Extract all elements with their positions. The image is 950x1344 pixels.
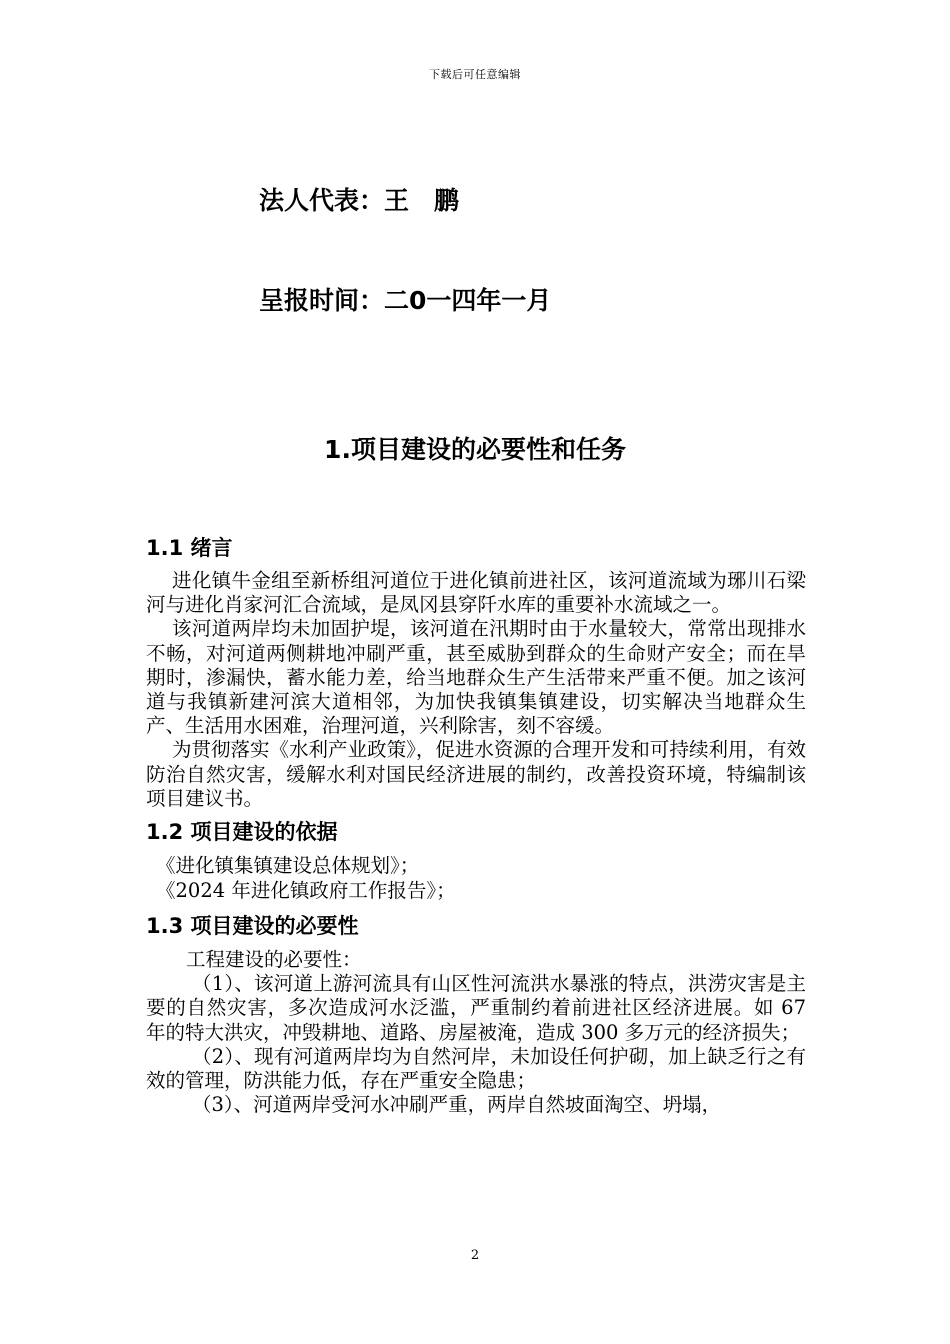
section-heading-1-1: 1.1 绪言 [146,536,233,560]
chapter-title: 1.项目建设的必要性和任务 [324,435,626,464]
report-date: 呈报时间：二0一四年一月 [259,286,552,315]
page-number: 2 [470,1248,480,1263]
paragraph-intro: 工程建设的必要性： [186,948,362,972]
paragraph: 进化镇牛金组至新桥组河道位于进化镇前进社区，该河道流域为琊川石梁河与进化肖家河汇合流域，是凤冈县穿阡水库的重要补水流域之一。 [146,569,806,617]
paragraph: 为贯彻落实《水利产业政策》，促进水资源的合理开发和可持续利用，有效防治自然灾害，缓解水利对国民经济进展的制约，改善投资环境，特编制该项目建议书。 [146,738,806,810]
legal-representative: 法人代表：王 鹏 [259,186,460,215]
section-heading-1-2: 1.2 项目建设的依据 [146,820,338,845]
document-body [146,533,806,1117]
header-note: 下载后可任意编辑 [429,68,521,81]
reference-item: 《2024 年进化镇政府工作报告》； [156,879,456,903]
paragraph: 该河道两岸均未加固护堤，该河道在汛期时由于水量较大，常常出现排水不畅，对河道两侧耕地冲刷严重，甚至威胁到群众的生命财产安全；而在旱期时，渗漏快，蓄水能力差，给当地群众生产生活带来严重不便。加之该河道与我镇新建河滨大道相邻，为加快我镇集镇建设，切实解决当地群众生产、生活用水困难，治理河道，兴利除害，刻不容缓。 [146,617,806,738]
list-item: （1）、该河道上游河流具有山区性河流洪水暴涨的特点，洪涝灾害是主要的自然灾害，多次造成河水泛滥，严重制约着前进社区经济进展。如 67 年的特大洪灾，冲毁耕地、道路、房屋被淹，造成 300 多万元的经济损失； [146,972,806,1044]
list-item: （2）、现有河道两岸均为自然河岸，未加设任何护砌，加上缺乏行之有效的管理，防洪能力低，存在严重安全隐患； [146,1044,806,1093]
reference-item: 《进化镇集镇建设总体规划》； [156,854,420,878]
section-heading-1-3: 1.3 项目建设的必要性 [146,914,359,939]
list-item: （3）、河道两岸受河水冲刷严重，两岸自然坡面淘空、坍塌， [192,1093,722,1117]
